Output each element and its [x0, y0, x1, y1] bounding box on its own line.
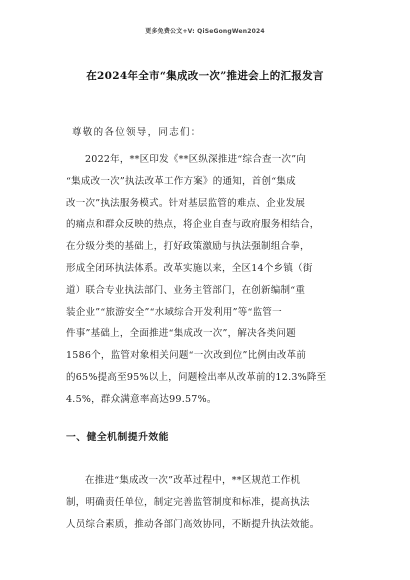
paragraph-line: 件事”基础上，全面推进“集成改一次”，解决各类问题 — [66, 328, 296, 340]
paragraph-line: 的65%提高至95%以上，问题检出率从改革前的12.3%降至 — [66, 371, 327, 383]
paragraph-line: 4.5%，群众满意率高达99.57%。 — [66, 393, 217, 405]
paragraph-line: 在推进“集成改一次”改革过程中，**区规范工作机 — [85, 475, 301, 486]
paragraph-line: 道）联合专业执法部门、业务主管部门，在创新编制“重 — [66, 284, 306, 296]
paragraph-line: “集成改一次”执法改革工作方案》的通知，首创“集成 — [66, 175, 296, 187]
header-note: 更多免费公文+V: QiSeGongWen2024 — [145, 28, 265, 35]
paragraph-line: 形成全闭环执法体系。改革实施以来，全区14个乡镇（街 — [66, 262, 313, 274]
paragraph-line: 改一次”执法服务模式。针对基层监管的难点、企业发展 — [66, 197, 306, 209]
document-title: 在2024年全市“集成改一次”推进会上的汇报发言 — [86, 70, 324, 82]
paragraph-line: 的痛点和群众反映的热点，将企业自查与政府服务相结合， — [66, 219, 320, 231]
paragraph-line: 装企业”“旅游安全”“水域综合开发利用”等“监管一 — [66, 306, 282, 318]
salutation: 尊敬的各位领导，同志们： — [72, 127, 202, 138]
paragraph-line: 人员综合素质，推动各部门高效协同，不断提升执法效能。 — [66, 518, 320, 530]
section-heading: 一、健全机制提升效能 — [66, 432, 169, 443]
paragraph-line: 2022年，**区印发《**区纵深推进“综合查一次”向 — [85, 154, 307, 165]
section-paragraph — [66, 470, 352, 535]
paragraph-line: 1586个，监管对象相关问题“一次改到位”比例由改革前 — [66, 350, 307, 362]
paragraph-line: 制，明确责任单位，制定完善监管制度和标准，提高执法 — [66, 496, 310, 508]
body-paragraph — [66, 149, 352, 411]
paragraph-line: 在分级分类的基础上，打好政策激励与执法强制组合拳， — [66, 241, 310, 253]
